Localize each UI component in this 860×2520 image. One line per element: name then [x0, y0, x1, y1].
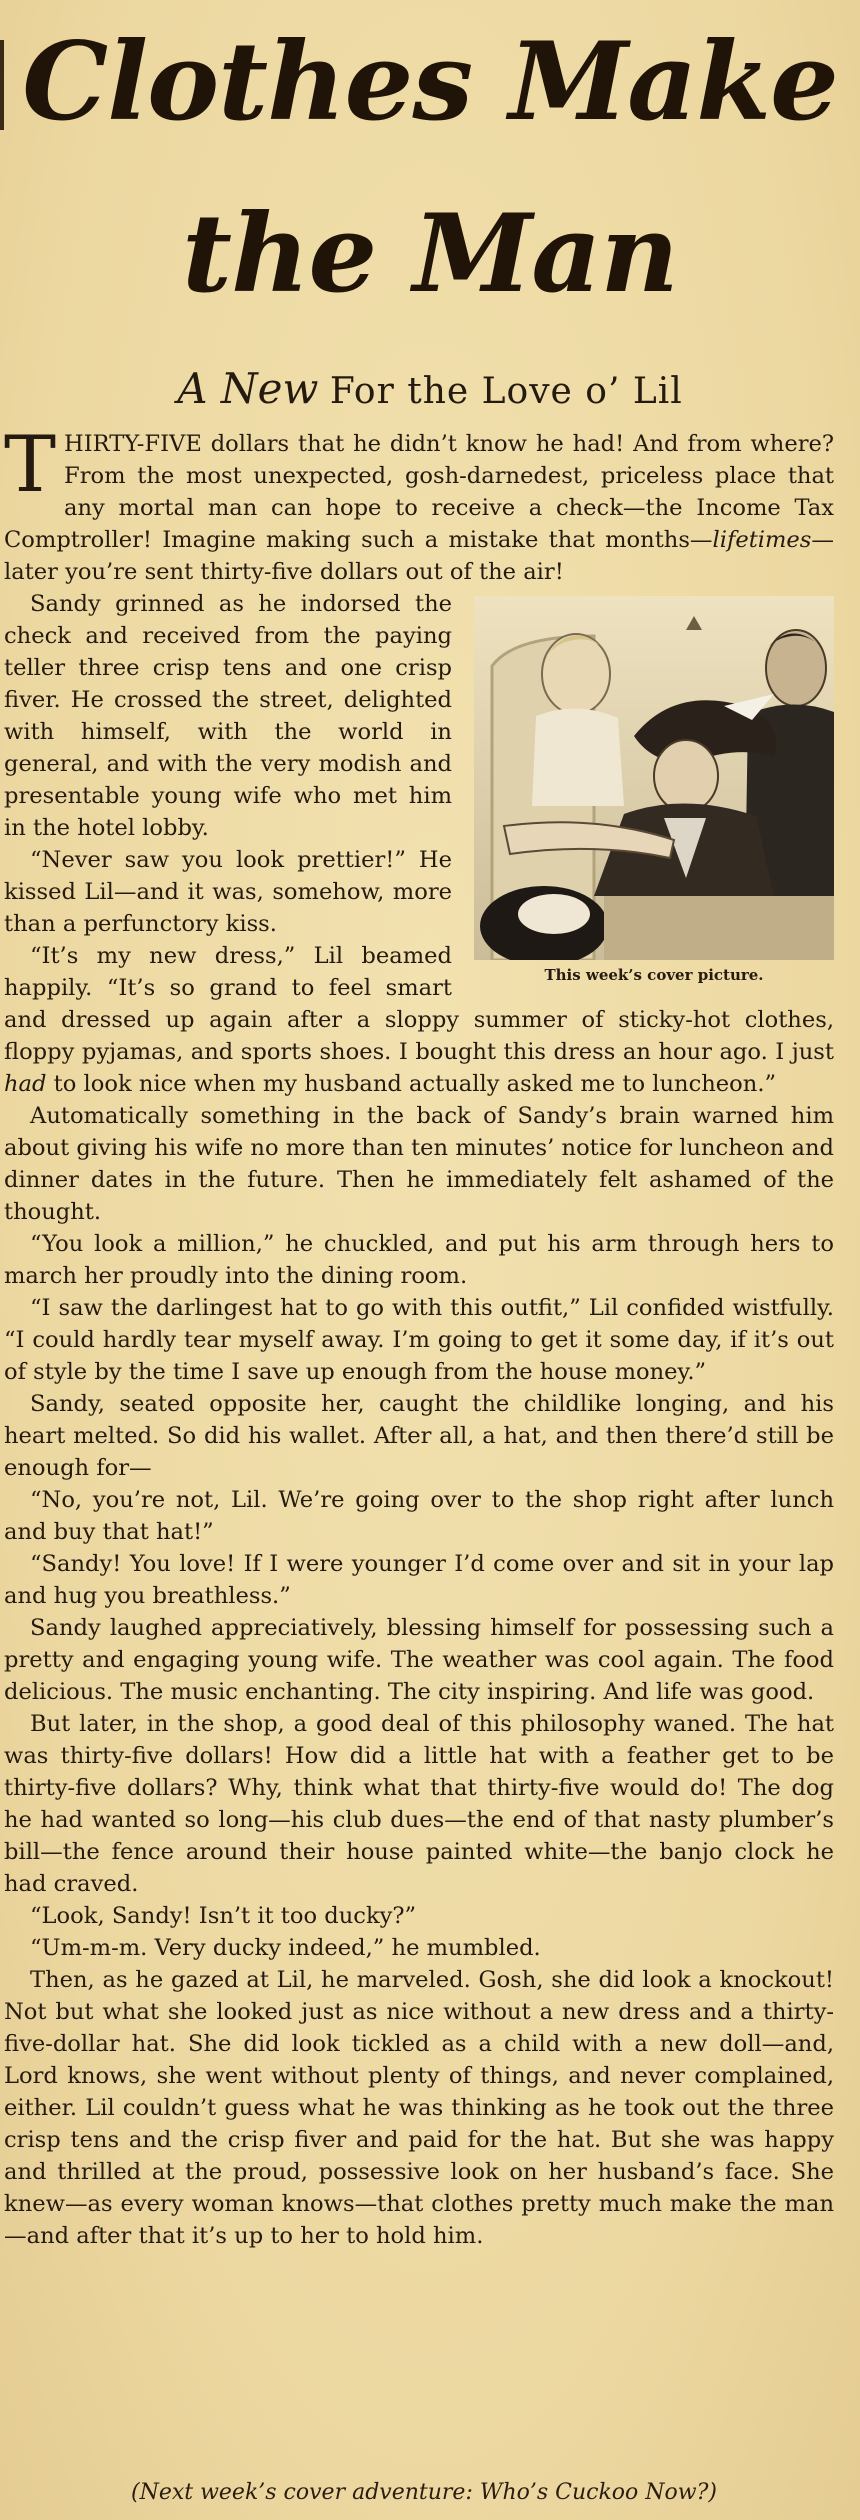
subtitle-script: A New [177, 364, 319, 413]
story-paragraph: “You look a million,” he chuckled, and put his arm through hers to march her proudly into the dining room. [4, 1231, 834, 1289]
article-title-line-2: the Man [182, 191, 678, 317]
story-paragraph: Then, as he gazed at Lil, he marveled. Gosh, she did look a knockout! Not but what she looked just as nice without a new dress and a thirty-five-dollar hat. She did look tickled as a child with a new doll—and, Lord knows, she went without plenty of things, and never complained, either. Lil couldn’t guess what he was thinking as he took out the three crisp tens and the crisp fiver and paid for the hat. But she was happy and thrilled at the proud, possessive look on her husband’s face. She knew—as every woman knows—that clothes pretty much make the man—and after that it’s up to her to hold him. [4, 1967, 834, 2249]
cover-illustration [474, 596, 834, 960]
article-title-line-1: Clothes Make [22, 19, 838, 145]
article-subtitle [0, 364, 860, 413]
story-paragraph: Sandy laughed appreciatively, blessing himself for possessing such a pretty and engaging young wife. The weather was cool again. The food delicious. The music enchanting. The city inspiring. And life was good. [4, 1615, 834, 1705]
story-paragraph: “No, you’re not, Lil. We’re going over to the shop right after lunch and buy that hat!” [4, 1487, 834, 1545]
next-week-teaser: (Next week’s cover adventure: Who’s Cuckoo Now?) [130, 2480, 717, 2505]
story-paragraph: Sandy, seated opposite her, caught the childlike longing, and his heart melted. So did his wallet. After all, a hat, and then there’d still be enough for— [4, 1391, 834, 1481]
story-paragraph: Automatically something in the back of Sandy’s brain warned him about giving his wife no more than ten minutes’ notice for luncheon and dinner dates in the future. Then he immediately felt ashamed of the thought. [4, 1103, 834, 1225]
subtitle-series: For the Love o’ Lil [329, 371, 683, 412]
story-paragraph: THIRTY-FIVE dollars that he didn’t know he had! And from where? From the most unexpected, gosh-darnedest, priceless place that any mortal man can hope to receive a check—the Income Tax Comptroller! Imagine making such a mistake that months—lifetimes—later you’re sent thirty-five dollars out of the air! [4, 420, 834, 585]
drop-cap: T [4, 420, 57, 510]
story-paragraph: “Never saw you look prettier!” He kissed Lil—and it was, somehow, more than a perfunctory kiss. [4, 847, 452, 937]
cover-picture [474, 596, 834, 996]
story-paragraph: Sandy grinned as he indorsed the check and received from the paying teller three crisp tens and one crisp fiver. He crossed the street, delighted with himself, with the world in general, and with the very modish and presentable young wife who met him in the hotel lobby. [4, 591, 452, 841]
story-paragraph: “Look, Sandy! Isn’t it too ducky?” [30, 1903, 417, 1929]
story-paragraph: “Sandy! You love! If I were younger I’d come over and sit in your lap and hug you breathless.” [4, 1551, 834, 1609]
story-paragraph: “It’s my new dress,” Lil beamed happily. “It’s so grand to feel smart and dressed up again after a sloppy summer of sticky-hot clothes, floppy pyjamas, and sports shoes. I bought this dress an hour ago. I just had to look nice when my husband actually asked me to luncheon.” [4, 943, 834, 1097]
story-paragraph: “I saw the darlingest hat to go with this outfit,” Lil confided wistfully. “I could hardly tear myself away. I’m going to get it some day, if it’s out of style by the time I save up enough from the house money.” [4, 1295, 834, 1385]
story-body [4, 420, 834, 2252]
story-paragraph: “Um-m-m. Very ducky indeed,” he mumbled. [30, 1935, 541, 1961]
figure-caption: This week’s cover picture. [544, 966, 764, 984]
story-paragraph: But later, in the shop, a good deal of this philosophy waned. The hat was thirty-five dollars! How did a little hat with a feather get to be thirty-five dollars? Why, think what that thirty-five would do! The dog he had wanted so long—his club dues—the end of that nasty plumber’s bill—the fence around their house painted white—the banjo clock he had craved. [4, 1711, 834, 1897]
